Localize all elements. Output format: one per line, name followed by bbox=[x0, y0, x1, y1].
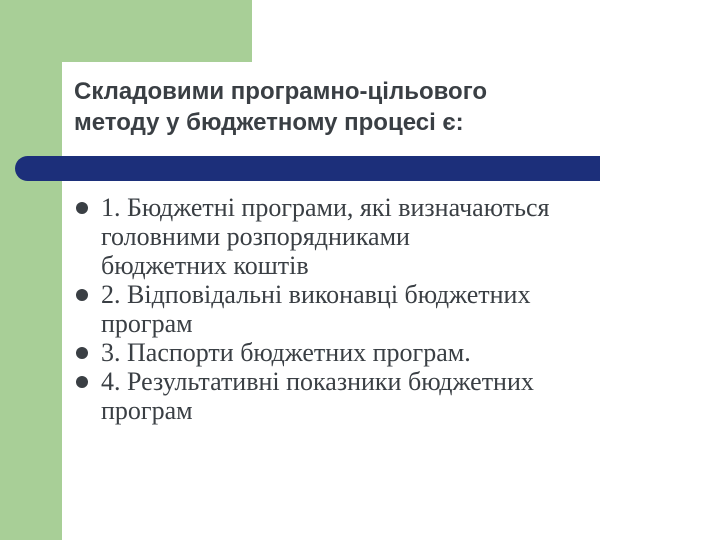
slide-title bbox=[74, 76, 674, 138]
bullet-text-line: 1. Бюджетні програми, які визначаються bbox=[101, 193, 550, 222]
title-line: Складовими програмно-цільового bbox=[74, 78, 488, 105]
bullet-text-line: головними розпорядниками bbox=[101, 222, 410, 251]
bullet-text-line: 2. Відповідальні виконавці бюджетних bbox=[101, 280, 531, 309]
bullet-item-1 bbox=[76, 193, 696, 280]
bullet-icon bbox=[76, 289, 88, 301]
bullet-text-line: програм bbox=[101, 396, 193, 425]
bullet-item-4 bbox=[76, 367, 696, 425]
title-line: методу у бюджетному процесі є: bbox=[74, 109, 464, 136]
bullet-item-2 bbox=[76, 280, 696, 338]
bullet-icon bbox=[76, 347, 88, 359]
green-side-bar bbox=[0, 0, 62, 540]
bullet-text-line: 3. Паспорти бюджетних програм. bbox=[101, 338, 471, 367]
bullet-icon bbox=[76, 202, 88, 214]
title-divider-bar bbox=[15, 156, 600, 181]
bullet-text-line: програм bbox=[101, 309, 193, 338]
bullet-text-line: бюджетних коштів bbox=[101, 251, 309, 280]
bullet-list bbox=[76, 193, 696, 425]
bullet-text-line: 4. Результативні показники бюджетних bbox=[101, 367, 534, 396]
bullet-icon bbox=[76, 376, 88, 388]
bullet-item-3 bbox=[76, 338, 696, 367]
